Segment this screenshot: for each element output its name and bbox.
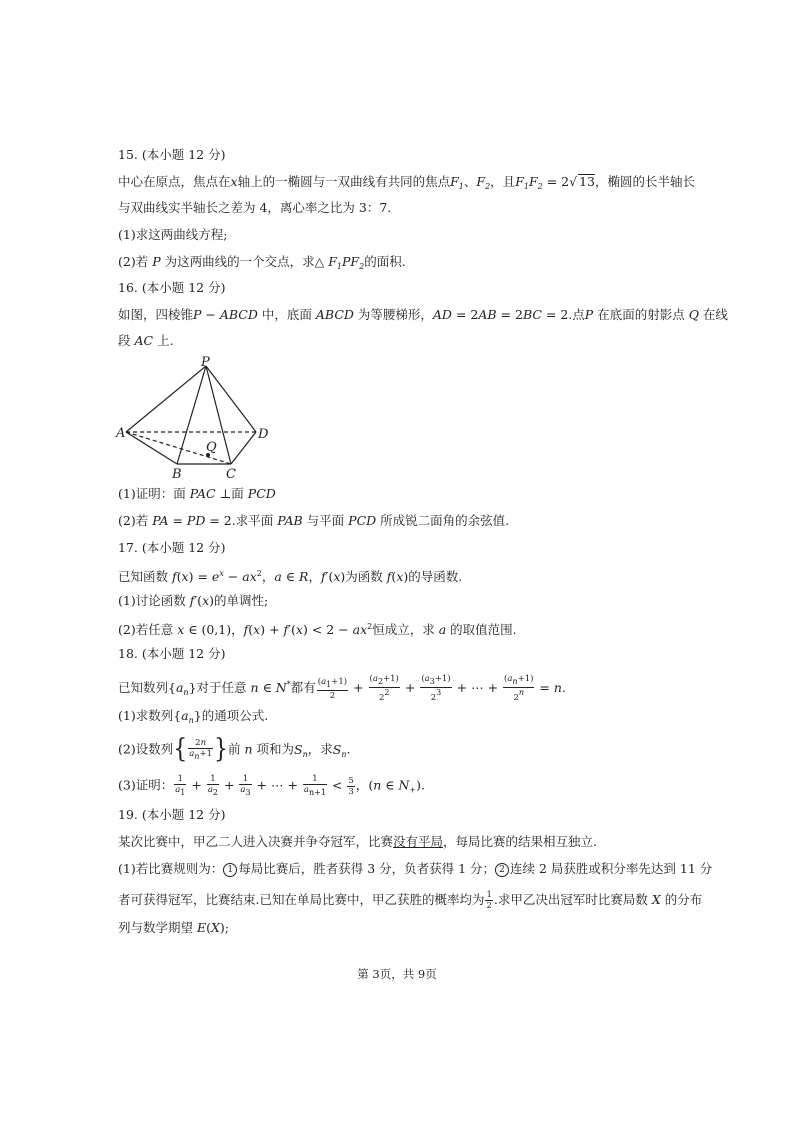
q16-line1: 如图，四棱锥P − ABCD 中，底面 ABCD 为等腰梯形，AD = 2AB = 2BC = 2.点P 在底面的射影点 Q 在线 <box>118 307 728 322</box>
q15-line1: 中心在原点，焦点在x轴上的一椭圆与一双曲线有共同的焦点$F_1$、$F_2$，且$F_1F_2 = 2√$ 13，椭圆的长半轴长 <box>118 174 696 191</box>
q17-part2: (2)若任意 x ∈ (0,1)，$f(x) + f'(x) < 2 - ax^2$恒成立，求 a 的取值范围. <box>118 622 517 637</box>
pyramid-figure <box>110 352 290 482</box>
q18-part3: (3)证明： $\frac{1}{a1}$ + $\frac{1}{a2}$ + $\frac{1}{a3}$ + ⋯ + $\frac{1}{an+1}$ < $\frac{5}{3}$ ，(n ∈ $N_+$). <box>118 774 425 797</box>
q18-header: 18. (本小题 12 分) <box>118 646 226 661</box>
page-footer: 第 3页，共 9页 <box>357 967 437 981</box>
q16-header: 16. (本小题 12 分) <box>118 280 226 295</box>
q18-part1: (1)求数列$\{a_n\}$的通项公式. <box>118 708 269 725</box>
edge-pd <box>206 366 256 432</box>
q15-part1: (1)求这两曲线方程; <box>118 227 228 242</box>
edge-pa <box>126 366 206 432</box>
q18-part2: (2)设数列{ $\frac{2n}{an+1}$ }前 n 项和为$S_n$，求$S_n$. <box>118 734 351 765</box>
q19-part1: (1)若比赛规则为： 1 每局比赛后，胜者获得 3 分，负者获得 1 分； 2 连续 2 局获胜或积分率先达到 11 分 <box>118 861 713 876</box>
q19-header: 19. (本小题 12 分) <box>118 807 226 822</box>
q19-line1: 某次比赛中，甲乙二人进入决赛并争夺冠军，比赛没有平局，每局比赛的结果相互独立. <box>118 834 598 849</box>
q17-line1: 已知函数 $f(x) = e^x - ax^2$，a ∈ R，f′(x)为函数 f(x)的导函数. <box>118 569 463 584</box>
circled-2: 2 <box>495 863 509 877</box>
q15-line2: 与双曲线实半轴长之差为 4，离心率之比为 3：7. <box>118 200 392 215</box>
label-q: Q <box>206 440 217 455</box>
label-p: P <box>201 355 210 370</box>
q16-line2: 段 AC 上. <box>118 333 174 348</box>
q19-line4: 列与数学期望 E(X); <box>118 920 230 935</box>
label-a: A <box>116 426 126 441</box>
q18-line1: 已知数列$\{a_n\}$对于任意 n ∈ N*都有 $\frac{(a1+1)}{2}$ + $\frac{(a2+1)}{22}$ + $\frac{(a3+1)}{23}$ + ⋯ + $\frac{(an+1)}{2n}$ = n. <box>118 674 566 703</box>
label-d: D <box>258 427 269 442</box>
q16-part1: (1)证明：面 PAC ⊥面 PCD <box>118 486 276 501</box>
label-c: C <box>226 467 236 482</box>
q19-line3: 者可获得冠军，比赛结束.已知在单局比赛中，甲乙获胜的概率均为 $\frac{1}{2}$ .求甲乙决出冠军时比赛局数 X 的分布 <box>118 890 703 911</box>
q15-part2: (2)若 P 为这两曲线的一个交点，求△ $F_1PF_2$的面积. <box>118 254 406 271</box>
label-b: B <box>172 467 182 482</box>
circled-1: 1 <box>223 863 237 877</box>
edge-ab <box>126 432 177 464</box>
edge-cd <box>231 432 256 464</box>
q15-header: 15. (本小题 12 分) <box>118 147 226 162</box>
q17-header: 17. (本小题 12 分) <box>118 540 226 555</box>
q17-part1: (1)讨论函数 f′(x)的单调性; <box>118 593 269 608</box>
q16-part2: (2)若 PA = PD = 2.求平面 PAB 与平面 PCD 所成锐二面角的余弦值. <box>118 513 510 528</box>
